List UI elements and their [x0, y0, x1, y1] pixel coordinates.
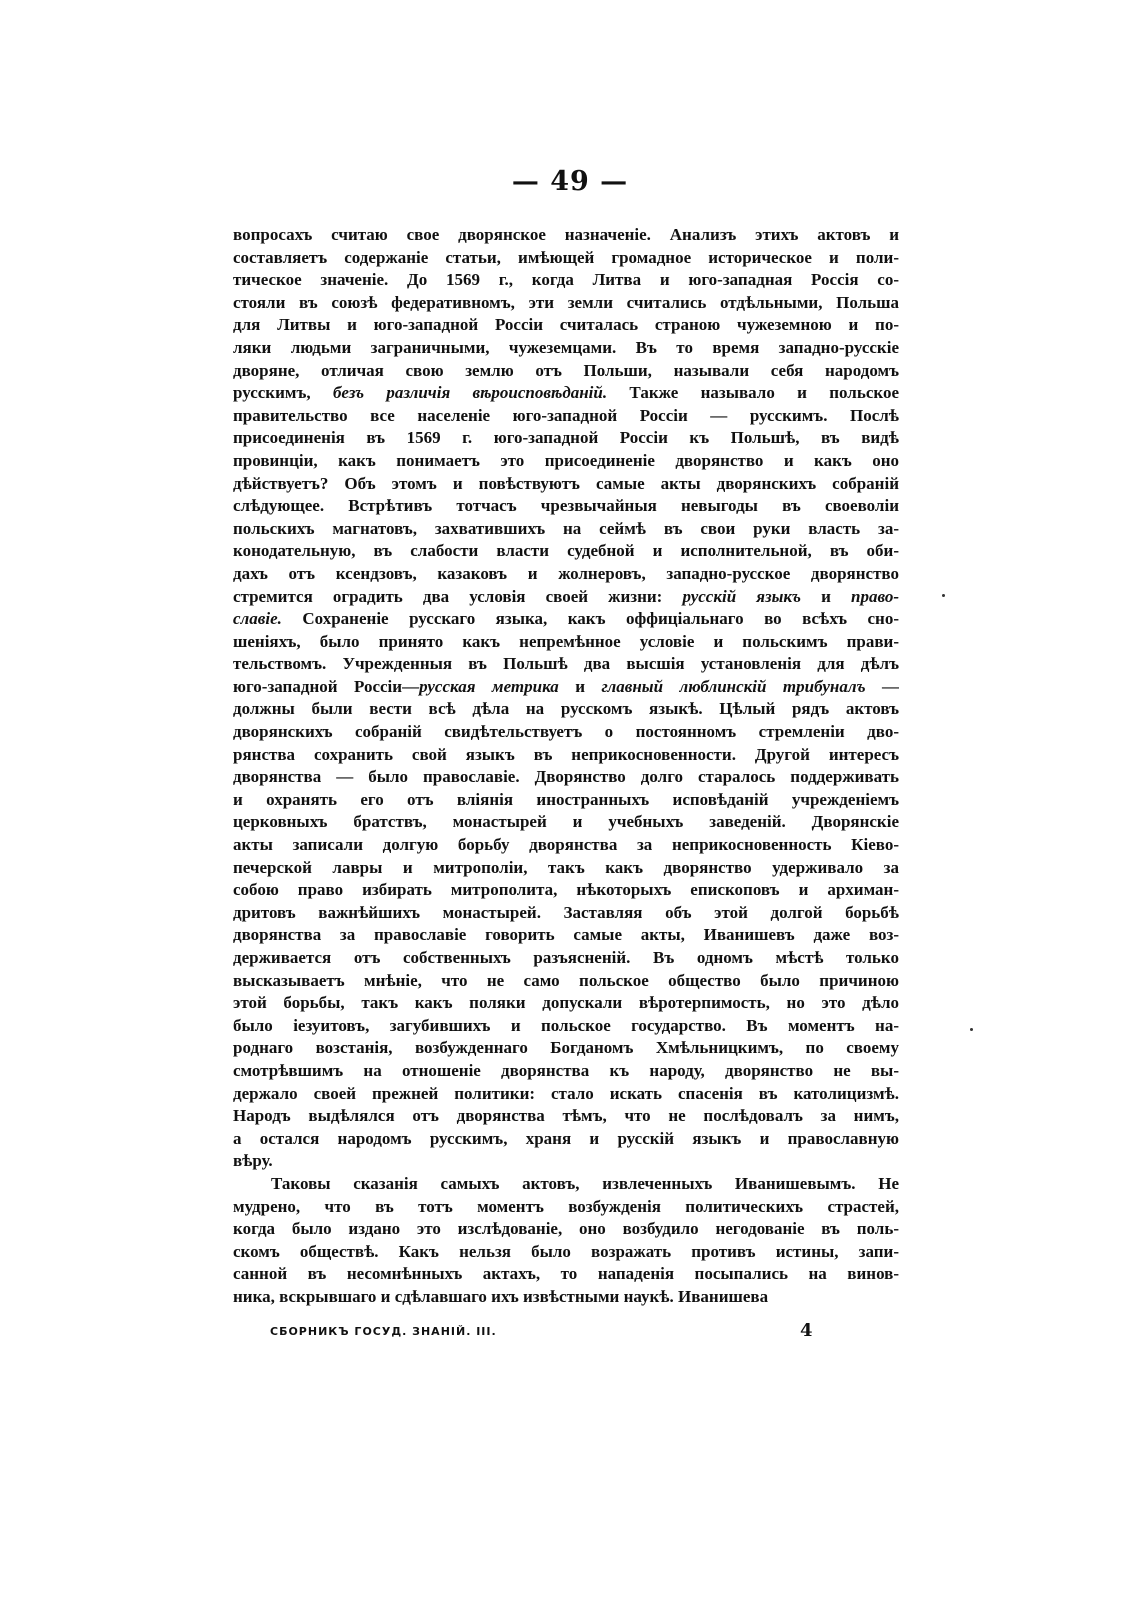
text-line	[233, 450, 899, 473]
text-line	[233, 405, 899, 428]
text-line	[233, 1173, 899, 1196]
text-run: когда было издано это изслѣдованіе, оно возбудило негодованіе въ поль-	[233, 1219, 899, 1239]
text-run: роднаго возстанія, возбужденнаго Богданомъ Хмѣльницкимъ, по своему	[233, 1038, 899, 1058]
text-line	[233, 653, 899, 676]
text-line	[233, 1150, 899, 1173]
text-run: ника, вскрывшаго и сдѣлавшаго ихъ извѣстными наукѣ. Иванишева	[233, 1286, 769, 1306]
italic-phrase: право-	[851, 586, 899, 606]
text-line	[233, 879, 899, 902]
text-line	[233, 1105, 899, 1128]
text-run: вопросахъ считаю свое дворянское назначеніе. Анализъ этихъ актовъ и	[233, 225, 899, 244]
text-run: и охранять его отъ вліянія иностранныхъ исповѣданій учрежденіемъ	[233, 789, 899, 809]
text-line	[233, 1196, 899, 1219]
text-line	[233, 1241, 899, 1264]
italic-phrase: безъ различія вѣроисповѣданій.	[332, 383, 608, 403]
signature-mark: 4	[800, 1320, 813, 1341]
text-run: дворянскихъ собраній свидѣтельствуетъ о постоянномъ стремленіи дво-	[233, 722, 899, 742]
text-run: было іезуитовъ, загубившихъ и польское государство. Въ моментъ на-	[233, 1015, 899, 1035]
italic-phrase: главный люблинскій трибуналъ	[601, 676, 866, 696]
text-line	[233, 924, 899, 947]
text-run: церковныхъ братствъ, монастырей и учебныхъ заведеній. Дворянскіе	[233, 812, 899, 832]
body-text	[233, 224, 899, 1309]
text-run: и	[801, 586, 851, 606]
text-run: дритовъ важнѣйшихъ монастырей. Заставляя объ этой долгой борьбѣ	[233, 902, 899, 922]
text-line	[233, 1128, 899, 1151]
text-line	[233, 766, 899, 789]
text-line	[233, 292, 899, 315]
text-run: держало своей прежней политики: стало искать спасенія въ католицизмѣ.	[233, 1083, 899, 1103]
text-line	[233, 1015, 899, 1038]
text-line	[233, 360, 899, 383]
text-line	[233, 314, 899, 337]
text-run: собою право избирать митрополита, нѣкоторыхъ епископовъ и архиман-	[233, 880, 899, 900]
text-run: вѣру.	[233, 1151, 273, 1171]
text-run: мудрено, что въ тотъ моментъ возбужденія политическихъ страстей,	[233, 1196, 899, 1216]
text-line	[233, 563, 899, 586]
text-run: стремится оградить два условія своей жизни:	[233, 586, 683, 606]
text-run: Народъ выдѣлялся отъ дворянства тѣмъ, что не послѣдовалъ за нимъ,	[233, 1106, 899, 1126]
text-line	[233, 608, 899, 631]
text-run: конодательную, въ слабости власти судебной и исполнительной, въ оби-	[233, 541, 899, 561]
text-line	[233, 540, 899, 563]
paragraph-1	[233, 224, 899, 1173]
text-run: провинціи, какъ понимаетъ это присоединеніе дворянство и какъ оно	[233, 450, 899, 470]
text-line	[233, 1083, 899, 1106]
text-line	[233, 337, 899, 360]
text-run: дворянства за православіе говорить самые акты, Иванишевъ даже воз-	[233, 925, 899, 945]
text-run: должны были вести всѣ дѣла на русскомъ языкѣ. Цѣлый рядъ актовъ	[233, 699, 899, 719]
text-run: а остался народомъ русскимъ, храня и русскій языкъ и православную	[233, 1128, 899, 1148]
text-run: дѣйствуетъ? Объ этомъ и повѣствуютъ самые акты дворянскихъ собраній	[233, 473, 899, 493]
text-run: русскимъ,	[233, 383, 333, 403]
text-run: дахъ отъ ксендзовъ, казаковъ и жолнеровъ, западно-русское дворянство	[233, 563, 899, 583]
text-line	[233, 1286, 899, 1309]
text-run: смотрѣвшимъ на отношеніе дворянства къ народу, дворянство не вы-	[233, 1060, 899, 1080]
text-line	[233, 1263, 899, 1286]
page-number: — 49 —	[511, 166, 629, 197]
text-run: Таковы сказанія самыхъ актовъ, извлеченныхъ Иванишевымъ. Не	[271, 1173, 899, 1193]
text-line	[233, 631, 899, 654]
text-line	[233, 1060, 899, 1083]
text-line	[233, 224, 899, 247]
text-line	[233, 495, 899, 518]
text-run: рянства сохранить свой языкъ въ неприкосновенности. Другой интересъ	[233, 744, 899, 764]
text-run: дворяне, отличая свою землю отъ Польши, называли себя народомъ	[233, 360, 899, 380]
text-run: правительство все населеніе юго-западной Россіи — русскимъ. Послѣ	[233, 405, 899, 425]
text-line	[233, 992, 899, 1015]
text-run: тическое значеніе. До 1569 г., когда Литва и юго-западная Россія со-	[233, 270, 899, 290]
text-run: —	[865, 676, 899, 696]
text-run: и	[558, 676, 602, 696]
text-run: Также называло и польское	[607, 383, 899, 403]
text-line	[233, 1218, 899, 1241]
text-line	[233, 382, 899, 405]
text-run: этой борьбы, такъ какъ поляки допускали вѣротерпимость, но это дѣло	[233, 993, 899, 1013]
text-run: высказываетъ мнѣніе, что не само польское общество было причиною	[233, 970, 899, 990]
text-line	[233, 947, 899, 970]
text-run: слѣдующее. Встрѣтивъ тотчасъ чрезвычайныя невыгоды въ своеволіи	[233, 496, 899, 516]
signature-line: СБОРНИКЪ ГОСУД. ЗНАНІЙ. III.	[270, 1325, 497, 1338]
text-line	[233, 586, 899, 609]
text-run: шеніяхъ, было принято какъ непремѣнное условіе и польскимъ прави-	[233, 631, 899, 651]
text-run: скомъ обществѣ. Какъ нельзя было возражать противъ истины, запи-	[233, 1241, 899, 1261]
text-run: дворянства — было православіе. Дворянство долго старалось поддерживать	[233, 767, 899, 787]
print-speck	[942, 594, 945, 597]
italic-phrase: славіе.	[233, 609, 282, 629]
text-line	[233, 676, 899, 699]
text-line	[233, 811, 899, 834]
text-run: печерской лавры и митрополіи, такъ какъ дворянство удерживало за	[233, 857, 899, 877]
text-run: польскихъ магнатовъ, захватившихъ на сеймѣ въ свои руки власть за-	[233, 518, 899, 538]
text-line	[233, 789, 899, 812]
paragraph-2	[233, 1173, 899, 1309]
text-line	[233, 834, 899, 857]
text-line	[233, 247, 899, 270]
text-run: присоединенія въ 1569 г. юго-западной Россіи къ Польшѣ, въ видѣ	[233, 428, 899, 448]
text-run: санной въ несомнѣнныхъ актахъ, то нападенія посыпались на винов-	[233, 1264, 899, 1284]
text-line	[233, 970, 899, 993]
text-run: тельствомъ. Учрежденныя въ Польшѣ два высшія установленія для дѣлъ	[233, 654, 899, 674]
text-line	[233, 744, 899, 767]
text-line	[233, 721, 899, 744]
text-line	[233, 698, 899, 721]
text-line	[233, 902, 899, 925]
text-run: для Литвы и юго-западной Россіи считалась страною чужеземною и по-	[233, 315, 899, 335]
text-run: держивается отъ собственныхъ разъясненій. Въ одномъ мѣстѣ только	[233, 948, 899, 967]
text-run: акты записали долгую борьбу дворянства за неприкосновенность Кіево-	[233, 835, 899, 855]
italic-phrase: русскій языкъ	[682, 586, 801, 606]
text-line	[233, 518, 899, 541]
text-line	[233, 857, 899, 880]
text-run: Сохраненіе русскаго языка, какъ оффиціальнаго во всѣхъ сно-	[281, 609, 899, 629]
italic-phrase: русская метрика	[419, 676, 559, 696]
text-run: стояли въ союзѣ федеративномъ, эти земли считались отдѣльными, Польша	[233, 292, 899, 312]
text-line	[233, 269, 899, 292]
text-run: ляки людьми заграничными, чужеземцами. Въ то время западно-русскіе	[233, 337, 899, 357]
text-line	[233, 427, 899, 450]
text-run: составляетъ содержаніе статьи, имѣющей громадное историческое и поли-	[233, 247, 899, 267]
text-line	[233, 473, 899, 496]
print-speck	[970, 1028, 973, 1031]
text-run: юго-западной Россіи—	[233, 676, 420, 696]
text-line	[233, 1037, 899, 1060]
